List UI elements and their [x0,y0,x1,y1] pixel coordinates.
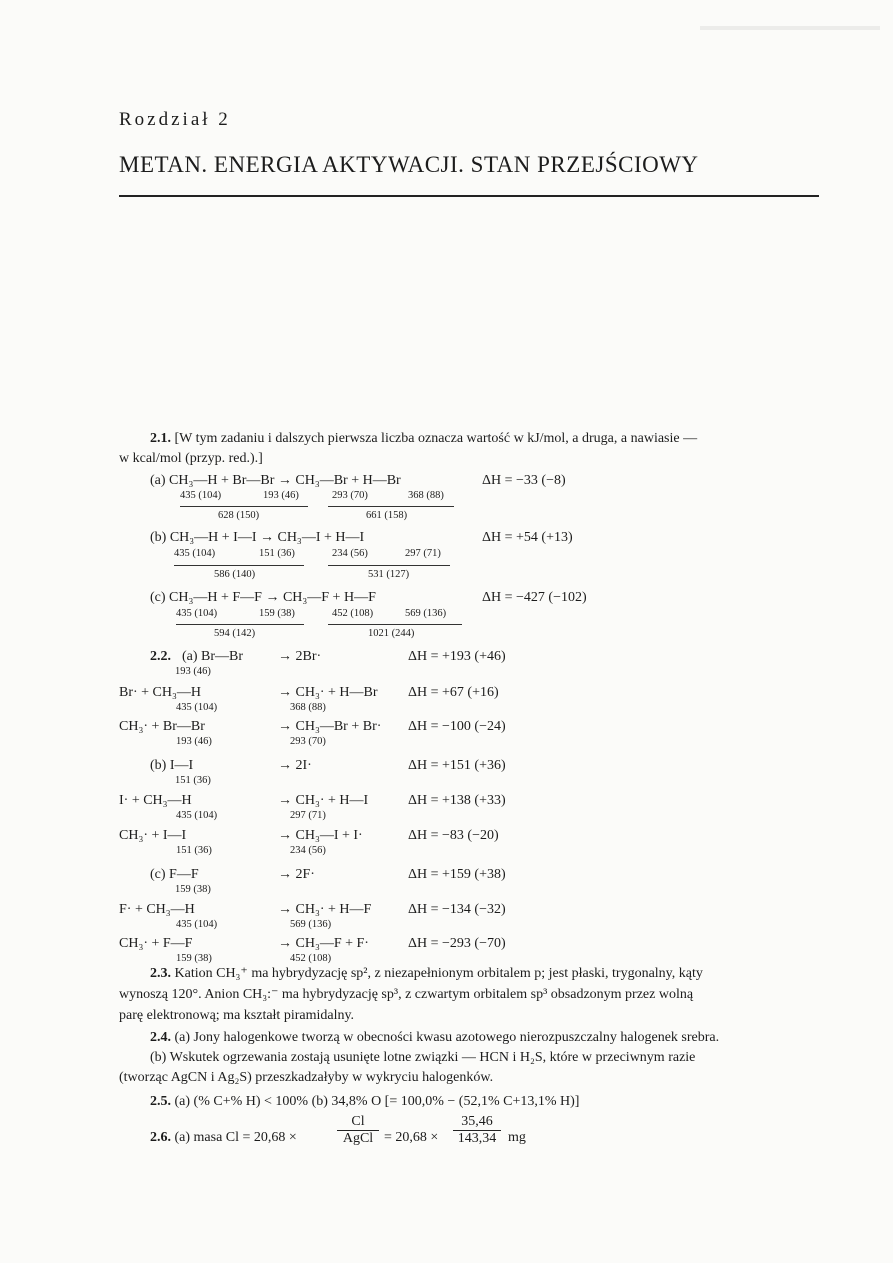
reaction-lhs: F· + CH₃—H [119,902,195,917]
reaction-rhs: → CH₃· + H—I [278,793,369,808]
bond-energy: 193 (46) [176,736,212,747]
bond-energy: 297 (71) [290,810,326,821]
reaction-rhs: → 2F· [278,867,315,882]
text-line: Kation CH₃⁺ ma hybrydyzację sp², z niezapełnionym orbitalem p; jest płaski, trygonalny, kąty [174,966,703,981]
problem-number: 2.5. [150,1094,171,1109]
bond-energy: 435 (104) [176,810,218,821]
sum-line [180,506,308,507]
title-rule [119,195,819,197]
problem-2-4-line2: (b) Wskutek ogrzewania zostają usunięte lotne związki — HCN i H₂S, które w przeciwnym razie [150,1050,696,1065]
reaction-lhs: (c) F—F [150,867,199,882]
bond-sum: 531 (127) [368,569,410,580]
problem-2-5 [150,1092,579,1112]
bond-energy: 435 (104) [176,702,218,713]
bond-energy: 234 (56) [290,845,326,856]
reaction-lhs: (b) I—I [150,758,194,773]
reaction-rhs: → CH₃· + H—Br [278,685,378,700]
bond-sum: 661 (158) [366,510,408,521]
bond-energy: 234 (56) [332,548,368,559]
formula-mid: = 20,68 × [384,1130,439,1145]
reaction-dh: ΔH = −83 (−20) [408,828,499,843]
fraction-denominator: 143,34 [453,1130,501,1147]
sum-line [176,624,304,625]
reaction-dh: ΔH = +138 (+33) [408,793,506,808]
problem-2-1-intro-cont: w kcal/mol (przyp. red.).] [119,451,263,466]
bond-energy: 159 (38) [175,884,211,895]
reaction-rhs: → CH₃· + H—F [278,902,372,917]
reaction-lhs: Br· + CH₃—H [119,685,201,700]
problem-number: 2.2. [150,649,171,664]
bond-energy: 293 (70) [332,490,368,501]
bond-sum: 594 (142) [214,628,256,639]
fraction-numerator: Cl [351,1114,365,1129]
reaction-dh: ΔH = +151 (+36) [408,758,506,773]
reaction-rhs: → 2I· [278,758,312,773]
reaction-dh: ΔH = −134 (−32) [408,902,506,917]
reaction-c-dh: ΔH = −427 (−102) [482,590,587,605]
intro-text: [W tym zadaniu i dalszych pierwsza liczba oznacza wartość w kJ/mol, a druga, a nawiasie — [174,431,698,446]
formula-lead: (a) masa Cl = 20,68 × [174,1130,297,1145]
reaction-rhs: → CH₃—F + F· [278,936,369,951]
fraction-denominator: AgCl [337,1130,379,1147]
text-line: (a) Jony halogenkowe tworzą w obecności kwasu azotowego nierozpuszczalny halogenek srebra. [174,1030,720,1045]
bond-energy: 435 (104) [174,548,216,559]
fraction-numerator: 35,46 [461,1114,493,1129]
reaction-lhs: CH₃· + F—F [119,936,193,951]
reaction-lhs: CH₃· + Br—Br [119,719,205,734]
bond-energy: 452 (108) [290,953,332,964]
bond-energy: 159 (38) [176,953,212,964]
bond-energy: 151 (36) [259,548,295,559]
reaction-lhs: I· + CH₃—H [119,793,192,808]
problem-2-3-line2: wynoszą 120°. Anion CH₃:⁻ ma hybrydyzację sp³, z czwartym orbitalem sp³ obsadzonym przez wolną [119,987,694,1002]
fraction-cl-agcl [337,1114,379,1147]
reaction-dh: ΔH = +67 (+16) [408,685,499,700]
reaction-a-dh: ΔH = −33 (−8) [482,473,566,488]
problem-number: 2.3. [150,966,171,981]
bond-energy: 435 (104) [180,490,222,501]
problem-2-4-line3: (tworząc AgCN i Ag₂S) przeszkadzałyby w wykryciu halogenków. [119,1070,494,1085]
bond-energy: 569 (136) [290,919,332,930]
problem-2-6-lead [150,1128,297,1148]
reaction-rhs: → CH₃—I + I· [278,828,363,843]
problem-number: 2.4. [150,1030,171,1045]
reaction-lhs: (a) Br—Br [182,649,244,664]
reaction-lhs: CH₃· + I—I [119,828,187,843]
reaction-b-equation: (b) CH₃—H + I—I → CH₃—I + H—I [150,530,365,545]
chapter-title: METAN. ENERGIA AKTYWACJI. STAN PRZEJŚCIOWY [119,152,699,177]
sum-line [328,624,462,625]
text-line: (a) (% C+% H) < 100% (b) 34,8% O [= 100,0% − (52,1% C+13,1% H)] [174,1094,580,1109]
bond-energy: 151 (36) [175,775,211,786]
bond-energy: 435 (104) [176,608,218,619]
problem-number: 2.1. [150,431,171,446]
sum-line [174,565,304,566]
scan-artifact [700,26,880,30]
bond-energy: 193 (46) [175,666,211,677]
bond-energy: 368 (88) [290,702,326,713]
sum-line [328,565,450,566]
bond-energy: 159 (38) [259,608,295,619]
problem-number: 2.6. [150,1130,171,1145]
bond-sum: 586 (140) [214,569,256,580]
problem-2-3-line1 [150,964,703,984]
reaction-c-equation: (c) CH₃—H + F—F → CH₃—F + H—F [150,590,376,605]
chapter-label: Rozdział 2 [119,109,231,130]
bond-energy: 151 (36) [176,845,212,856]
reaction-dh: ΔH = −100 (−24) [408,719,506,734]
bond-energy: 569 (136) [405,608,447,619]
problem-2-3-line3: parę elektronową; ma kształt piramidalny. [119,1008,355,1023]
bond-energy: 293 (70) [290,736,326,747]
problem-2-1-intro [150,429,697,449]
reaction-dh: ΔH = −293 (−70) [408,936,506,951]
bond-energy: 193 (46) [263,490,299,501]
reaction-dh: ΔH = +159 (+38) [408,867,506,882]
bond-energy: 452 (108) [332,608,374,619]
fraction-molar-mass [453,1114,501,1147]
bond-energy: 435 (104) [176,919,218,930]
bond-energy: 368 (88) [408,490,444,501]
problem-2-4-line1 [150,1028,719,1048]
bond-energy: 297 (71) [405,548,441,559]
reaction-rhs: → CH₃—Br + Br· [278,719,382,734]
reaction-dh: ΔH = +193 (+46) [408,649,506,664]
reaction-a-equation: (a) CH₃—H + Br—Br → CH₃—Br + H—Br [150,473,401,488]
reaction-b-dh: ΔH = +54 (+13) [482,530,573,545]
unit-mg: mg [508,1130,526,1145]
bond-sum: 628 (150) [218,510,260,521]
bond-sum: 1021 (244) [368,628,415,639]
reaction-rhs: → 2Br· [278,649,322,664]
sum-line [328,506,454,507]
